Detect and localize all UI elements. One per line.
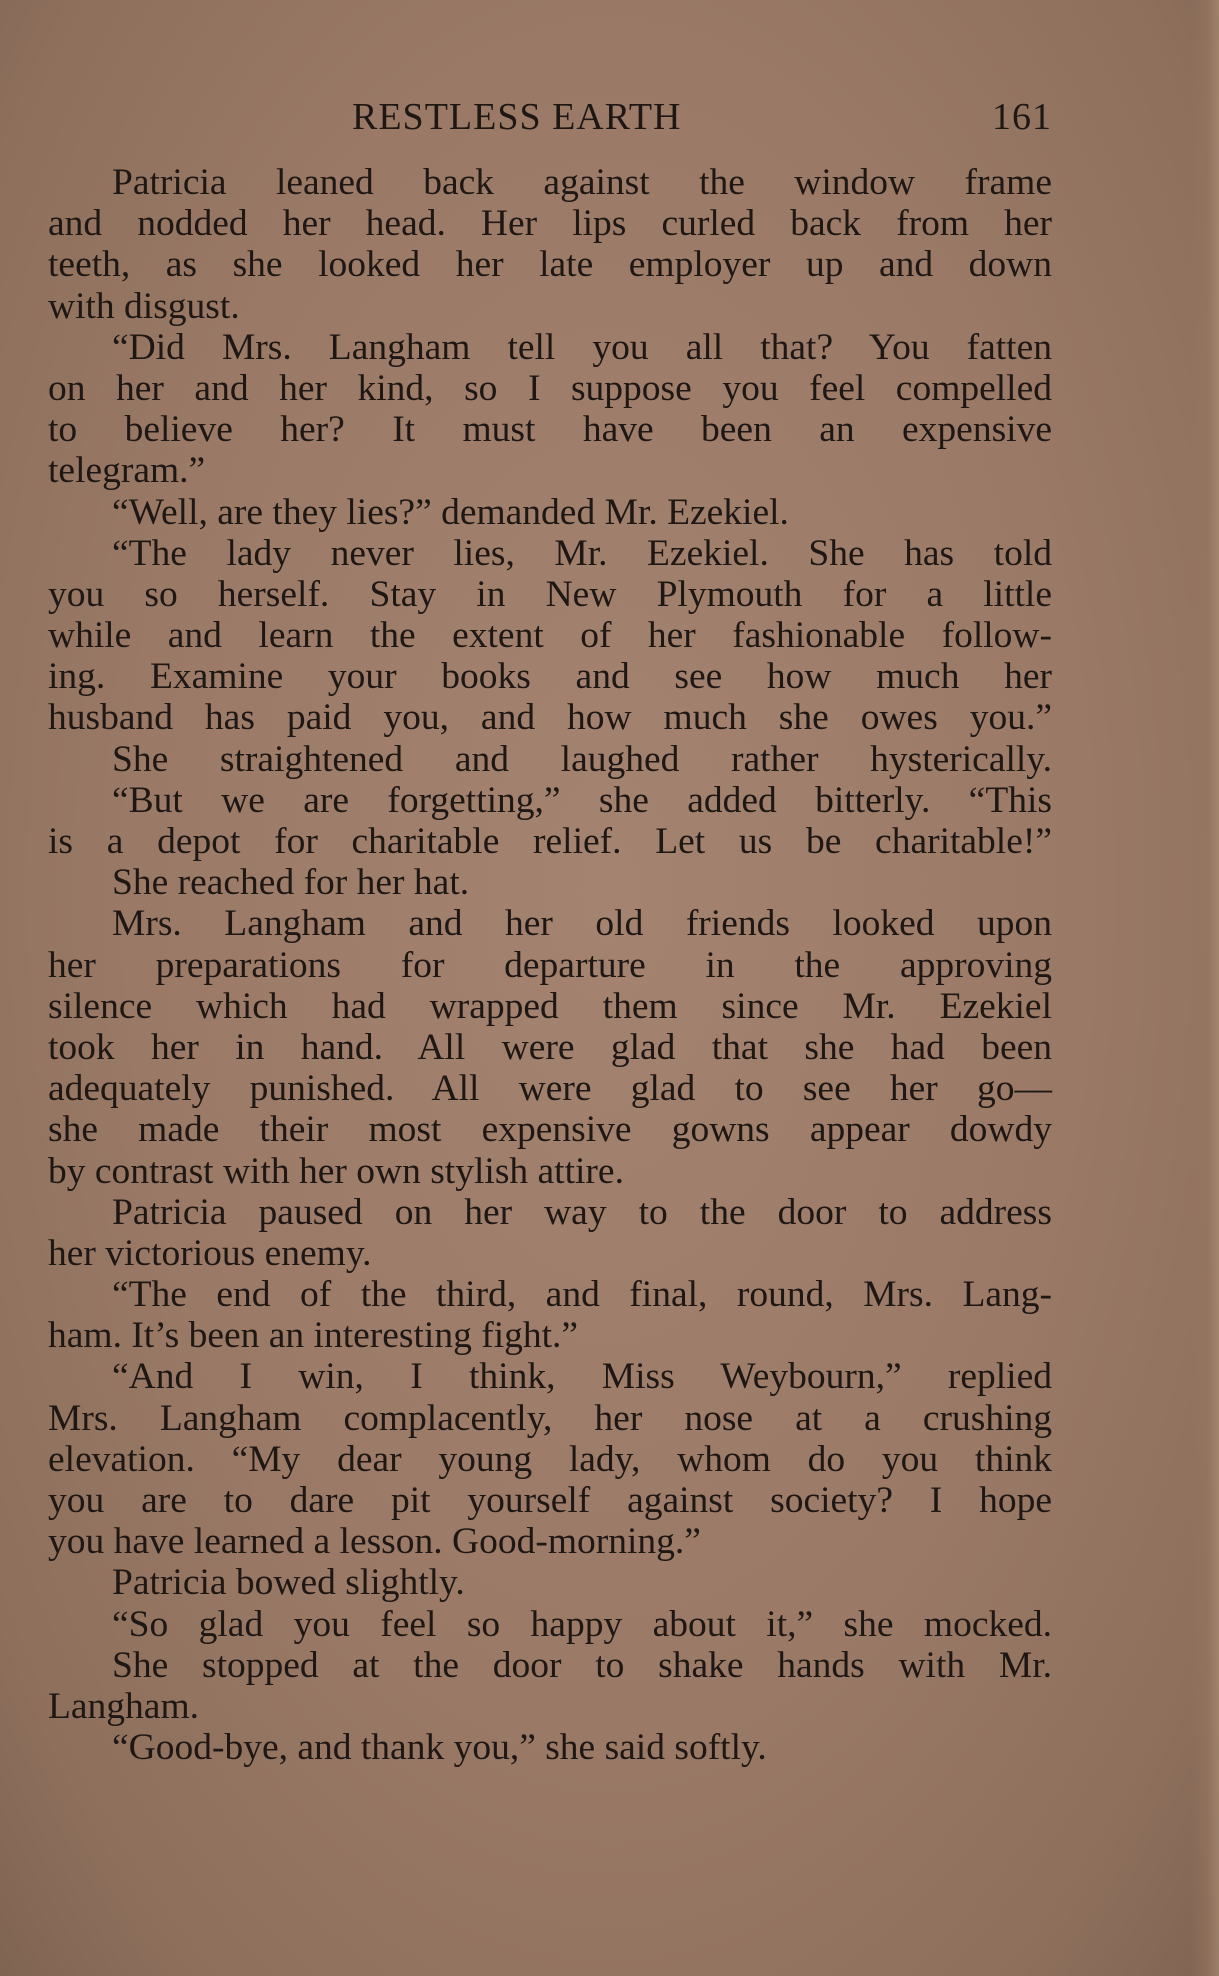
text-line: Mrs. Langham complacently, her nose at a crushing xyxy=(48,1397,1052,1439)
text-line: with disgust. xyxy=(48,285,240,327)
text-line: while and learn the extent of her fashionable follow- xyxy=(48,615,1052,657)
text-line: ing. Examine your books and see how much her xyxy=(48,656,1052,698)
text-line: “Good-bye, and thank you,” she said softly. xyxy=(112,1727,767,1769)
text-line: “But we are forgetting,” she added bitterly. “This xyxy=(112,779,1052,821)
text-line: and nodded her head. Her lips curled back from her xyxy=(48,203,1052,245)
text-line: took her in hand. All were glad that she had been xyxy=(48,1026,1052,1068)
text-line: “So glad you feel so happy about it,” she mocked. xyxy=(112,1603,1052,1645)
text-line: you so herself. Stay in New Plymouth for a little xyxy=(48,573,1052,615)
text-line: ham. It’s been an interesting fight.” xyxy=(48,1315,579,1357)
text-line: by contrast with her own stylish attire. xyxy=(48,1150,624,1192)
text-line: elevation. “My dear young lady, whom do you think xyxy=(48,1438,1052,1480)
body-text xyxy=(48,162,1052,1768)
text-line: She reached for her hat. xyxy=(112,862,470,904)
text-line: “Did Mrs. Langham tell you all that? You fatten xyxy=(112,326,1052,368)
text-line: “Well, are they lies?” demanded Mr. Ezekiel. xyxy=(112,491,789,533)
text-line: Langham. xyxy=(48,1685,199,1727)
text-line: you are to dare pit yourself against society? I hope xyxy=(48,1480,1052,1521)
text-line: husband has paid you, and how much she owes you.” xyxy=(48,697,1052,739)
text-line: Patricia paused on her way to the door to address xyxy=(112,1191,1052,1233)
text-line: “And I win, I think, Miss Weybourn,” replied xyxy=(112,1356,1052,1398)
text-line: adequately punished. All were glad to see her go— xyxy=(48,1068,1052,1110)
text-line: Mrs. Langham and her old friends looked upon xyxy=(112,903,1052,945)
text-line: is a depot for charitable relief. Let us be charitable!” xyxy=(48,821,1052,862)
text-line: teeth, as she looked her late employer up and down xyxy=(48,244,1052,286)
page-header xyxy=(352,95,1052,151)
page-number: 161 xyxy=(992,96,1052,138)
text-line: Patricia bowed slightly. xyxy=(112,1562,465,1604)
text-line: her preparations for departure in the approving xyxy=(48,944,1052,986)
text-line: She stopped at the door to shake hands with Mr. xyxy=(112,1644,1052,1686)
page-edge-shadow xyxy=(1191,0,1219,1976)
text-line: to believe her? It must have been an expensive xyxy=(48,409,1052,451)
text-line: on her and her kind, so I suppose you feel compelled xyxy=(48,367,1052,409)
text-line: you have learned a lesson. Good-morning.” xyxy=(48,1521,701,1563)
text-line: silence which had wrapped them since Mr. Ezekiel xyxy=(48,985,1052,1027)
text-line: she made their most expensive gowns appear dowdy xyxy=(48,1109,1052,1151)
text-line: “The end of the third, and final, round, Mrs. Lang- xyxy=(112,1274,1052,1316)
text-line: Patricia leaned back against the window frame xyxy=(112,162,1052,203)
running-title: RESTLESS EARTH xyxy=(352,96,682,138)
text-line: She straightened and laughed rather hysterically. xyxy=(112,738,1052,780)
text-line: telegram.” xyxy=(48,450,206,492)
text-line: “The lady never lies, Mr. Ezekiel. She has told xyxy=(112,532,1052,574)
text-line: her victorious enemy. xyxy=(48,1232,372,1274)
